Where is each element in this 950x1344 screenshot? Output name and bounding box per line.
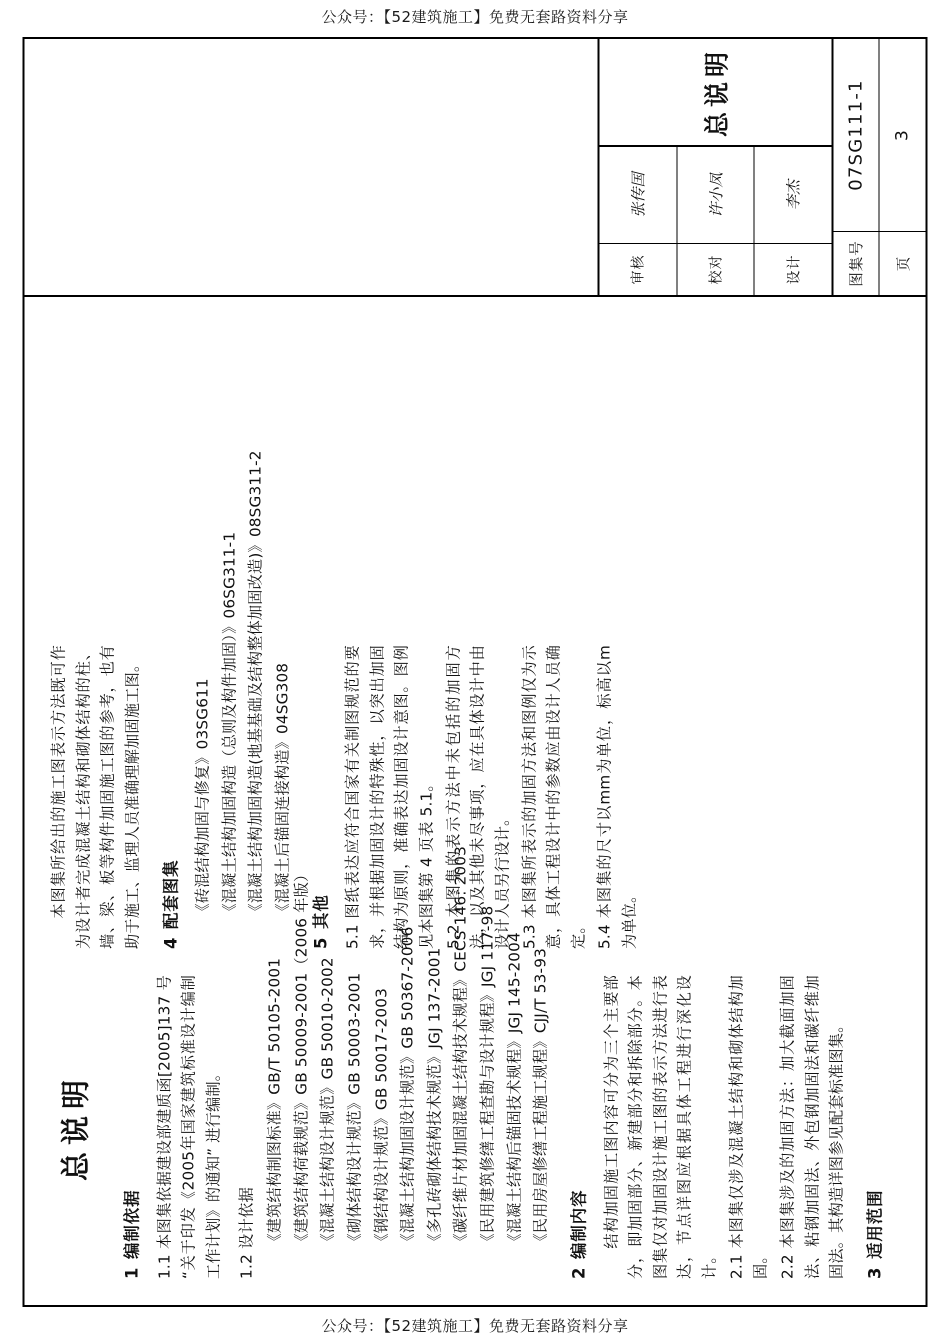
section-number-4: 4	[161, 936, 180, 949]
section-number-5: 5	[311, 936, 331, 949]
section-1-1-paragraph: 1.1 本图集依据建设部建质函[2005]137 号 “关于印发《2005年国家建筑标准设计编制工作计划》的通知” 进行编制。	[155, 975, 223, 1279]
standard-item: 《民用房屋修缮工程施工规程》CJJ/T 53-93	[531, 948, 550, 1249]
companion-atlas-item: 《混凝土结构加固构造（总则及构件加固）》06SG311-1	[220, 531, 239, 919]
section-5-4-paragraph: 5.4 本图集的尺寸以mm为单位，标高以m为单位。	[595, 645, 639, 949]
section-number-3: 3	[865, 1266, 885, 1279]
section-1-2-heading: 1.2 设计依据	[237, 1186, 256, 1279]
section-heading-2	[566, 975, 593, 1279]
section-heading-4	[158, 645, 185, 949]
title-block	[25, 39, 926, 297]
signature-name-design: 李杰	[784, 180, 803, 211]
standard-item: 《建筑结构荷载规范》GB 50009-2001（2006 年版）	[292, 866, 311, 1249]
title-block-middle	[598, 39, 832, 295]
standard-item: 《混凝土结构加固设计规范》GB 50367-2006	[398, 926, 417, 1249]
drawing-sheet	[23, 37, 928, 1307]
signature-row	[600, 147, 678, 295]
title-block-main-title: 总说明	[702, 47, 732, 138]
standard-item: 《砌体结构设计规范》GB 50003-2001	[345, 972, 364, 1249]
watermark-top: 公众号：【52建筑施工】免费无套路资料分享	[321, 8, 629, 26]
general-description-content	[25, 297, 926, 1305]
companion-atlas-item: 《砖混结构加固与修复》03SG611	[193, 678, 212, 919]
title-block-identifier-rows	[832, 39, 926, 295]
standard-item: 《多孔砖砌体结构技术规范》JGJ 137-2001	[425, 947, 444, 1249]
atlas-number-label: 图集号	[834, 231, 879, 295]
standard-item: 《钢结构设计规范》GB 50017-2003	[372, 988, 391, 1249]
section-heading-5	[308, 645, 335, 949]
section-heading-1	[119, 975, 146, 1279]
standard-item: 《碳纤维片材加固混凝土结构技术规程》CECS 146: 2003	[451, 845, 470, 1249]
section-number-1: 1	[122, 1266, 142, 1279]
standard-item: 《民用建筑修缮工程查勘与设计规程》JGJ 117-98	[478, 905, 497, 1249]
page-number-row	[880, 39, 926, 295]
atlas-number-value: 07SG111-1	[845, 79, 867, 191]
page-title: 总说明	[58, 1073, 93, 1182]
section-5-1-paragraph: 5.1 图纸表达应符合国家有关制图规范的要求，并根据加固设计的特殊性，以突出加固结构为原则，准确表达加固设计意图。图例见本图集第 4 页表 5.1。	[343, 645, 436, 949]
signature-row	[755, 147, 832, 295]
section-2-1-paragraph: 2.1 本图集仅涉及混凝土结构和砌体结构加固。	[727, 975, 770, 1279]
companion-atlas-item: 《混凝土后锚固连接构造》04SG308	[273, 662, 292, 919]
title-block-blank-area	[25, 39, 598, 295]
section-5-2-paragraph: 5.2 本图集的表示方法中未包括的加固方法，以及其他未尽事项，应在具体设计中由设计人员另行设计。	[444, 645, 512, 949]
standard-item: 《混凝土结构设计规范》GB 50010-2002	[318, 957, 337, 1249]
section-title-4: 配套图集	[161, 859, 180, 929]
signature-label-design: 设计	[755, 243, 832, 295]
companion-atlas-item: 《混凝土结构加固构造(地基基础及结构整体加固改造)》08SG311-2	[246, 450, 265, 919]
section-number-2: 2	[569, 1266, 589, 1279]
section-3-paragraph: 本图集所给出的施工图表示方法既可作为设计者完成混凝土结构和砌体结构的柱、墙、梁、板等构件加固施工图的参考，也有助于施工、监理人员准确理解加固施工图。	[49, 645, 142, 949]
section-title-2: 编制内容	[569, 1189, 589, 1259]
signature-name-proofread: 许小凤	[707, 172, 725, 218]
standard-item: 《混凝土结构后锚固技术规程》JGJ 145-2004	[505, 932, 524, 1249]
signature-name-review: 张传国	[629, 172, 648, 218]
section-2-2-paragraph: 2.2 本图集涉及的加固方法：加大截面加固法、粘钢加固法、外包钢加固法和碳纤维加固法。其构造详图参见配套标准图集。	[778, 975, 846, 1279]
section-heading-3	[862, 975, 889, 1279]
page-number-value: 3	[892, 128, 913, 142]
section-2-paragraph: 结构加固施工图内容可分为三个主要部分，即加固部分、新建部分和拆除部分。本图集仅对加固设计施工图的表示方法进行表达，节点详图应根据具体工程进行深化设计。	[602, 975, 719, 1279]
signature-label-review: 审核	[600, 243, 677, 295]
signature-row	[677, 147, 755, 295]
signature-label-proofread: 校对	[677, 243, 754, 295]
section-title-5: 其他	[311, 894, 331, 929]
standard-item: 《建筑结构制图标准》GB/T 50105-2001	[265, 957, 284, 1249]
atlas-number-row	[834, 39, 880, 295]
page-number-label: 页	[880, 231, 926, 295]
drawing-sheet-rotation-wrapper	[23, 37, 928, 1307]
section-title-3: 适用范围	[865, 1189, 885, 1259]
watermark-bottom: 公众号：【52建筑施工】免费无套路资料分享	[321, 1317, 629, 1335]
section-title-1: 编制依据	[122, 1189, 142, 1259]
signature-column	[600, 145, 832, 295]
section-5-3-paragraph: 5.3 本图集所表示的加固方法和图例仅为示意，具体工程设计中的参数应由设计人员确定。	[520, 645, 588, 949]
